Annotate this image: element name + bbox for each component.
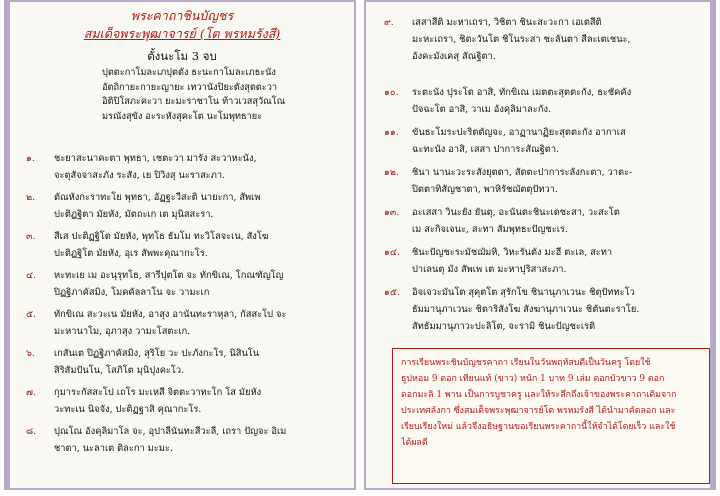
verse-line: ปัจฉะโต อาสิ, วาเม อังคุลิมาละกัง. xyxy=(412,104,551,115)
verse-number: ๑๕. xyxy=(384,287,400,298)
verse-number: ๑๑. xyxy=(384,127,399,138)
verse-line: ปะติฏฐิตา มัยหัง, มัตถะเก เต มุนิสสะรา. xyxy=(54,209,214,220)
instruction-line: ธูปหอม 9 ดอก เทียนแท้ (ขาว) หนัก 1 บาท 9 เล่ม ดอกบัวขาว 9 ดอก xyxy=(401,374,665,384)
instructions-box xyxy=(392,348,710,484)
verse-line: ชาตา, นะลาเต ติละกา มะมะ. xyxy=(54,443,173,454)
verse-number: ๑๔. xyxy=(384,247,400,258)
verse-line: อะเสสา วินะยัง ยันตุ, อะนันตะชินะเตชะสา, วะสะโต xyxy=(412,207,620,218)
verse-line: ปะติฏฐิโต มัยหัง, อุเร สัพพะคุณากะโร. xyxy=(54,248,208,259)
verse-number: ๙. xyxy=(384,17,394,28)
verse-line: ปิตตาทิสัญชาตา, พาหิรัชฌัตตุปัทวา. xyxy=(412,184,558,195)
verse-line: ชินะปัญชะระมัชฌัมหิ, วิหะรันตัง มะฮี ตะเล, สะทา xyxy=(412,247,613,258)
verse-line: ระตะนัง ปุระโต อาสิ, ทักขิเณ เมตตะสุตตะกัง, ธะชัคคัง xyxy=(412,87,632,98)
instruction-line: ได้ผลดี xyxy=(401,438,428,448)
chant-title: พระคาถาชินบัญชร xyxy=(130,8,234,23)
verse-line: วะทะเน นิจจัง, ปะติฏฐาสิ คุณากะโร. xyxy=(54,404,202,415)
invocation-line: อิติปิโสภะคะวา ยะมะราชาโน ท้าวเวสสุวัณโณ xyxy=(102,96,286,107)
verse-line: ปุณโณ อังคุลิมาโล จะ, อุปาลีนันทะสีวะลี, เถรา ปัญจะ อิเม xyxy=(54,426,287,437)
chant-instruction: ตั้งนะโม 3 จบ xyxy=(147,49,217,63)
instruction-line: ประเทศลังกา ซึ่งสมเด็จพระพุฒาจารย์โต พรหมรังสี ได้นำมาคัดลอก และ xyxy=(401,406,676,416)
verse-line: ชินา นานะวะระสังยุตตา, สัตตะปาการะลังกะตา, วาตะ- xyxy=(412,167,633,178)
instruction-line: การเรียนพระชินบัญชรคาถา เรียนในวันพฤหัสบดีเป็นวันครู โดยใช้ xyxy=(401,358,651,368)
verse-line: สิริสัมปันโน, โสภิโต มุนิปุงคะโว. xyxy=(54,365,185,376)
verse-line: สัทธัมมานุภาวะปะลิโต, จะรามิ ชินะปัญชะเรติ xyxy=(412,321,596,332)
verse-number: ๖. xyxy=(26,348,35,359)
verse-number: ๗. xyxy=(26,387,36,398)
verse-line: ชะยาสะนาคะตา พุทธา, เชตะวา มารัง สะวาหะนัง, xyxy=(54,153,257,164)
verse-line: อิจเจวะมันโต สุคุตโต สุรักโข ชินานุภาเวนะ ชิตุปัททะโว xyxy=(412,287,635,298)
verse-line: เสสาสีติ มะหาเถรา, วิชิตา ชินะสะวะกา เอเตสีติ xyxy=(412,17,602,28)
verse-line: ตัณหังกะราทะโย พุทธา, อัฏฐะวีสะติ นายะกา, สัพเพ xyxy=(54,192,261,203)
verse-line: กุมาระกัสสะโป เถโร มะเหสี จิตตะวาทะโก โส มัยหัง xyxy=(54,387,262,398)
verse-number: ๑๒. xyxy=(384,167,399,178)
verse-line: ทักขิเณ สะวะเน มัยหัง, อาสุง อานันทะราหุลา, กัสสะโป จะ xyxy=(54,309,287,320)
right-page xyxy=(364,0,716,490)
verse-number: ๑. xyxy=(26,153,35,164)
verse-line: เกสันเต ปิฏฐิภาคัสมิง, สุริโย วะ ปะภังกะโร, นิสินโน xyxy=(54,348,260,359)
verse-line: ธัมมานุภาเวนะ ชิตาริสังโฆ สังฆานุภาเวนะ ชิตันตะราโย. xyxy=(412,304,640,315)
verse-line: มะหะเถรา, ชิตะวันโต ชิโนระสา ชะลันตา สีละเตเชนะ, xyxy=(412,34,631,45)
verse-number: ๓. xyxy=(26,231,36,242)
verse-line: สีเส ปะติฏฐิโต มัยหัง, พุทโธ ธัมโม ทะวิโลจะเน, สังโฆ xyxy=(54,231,269,242)
verse-number: ๒. xyxy=(26,192,36,203)
instruction-line: เรียบเรียงใหม่ แล้วจึงอธิษฐานขอเรียนพระคาถานี้ให้จำได้โดยเร็ว และใช้ xyxy=(401,422,676,432)
verse-line: ปาเลนตุ มัง สัพเพ เต มะหาปุริสาสะภา. xyxy=(412,264,567,275)
verse-line: ปิฏฐิภาคัสมิง, โมคคัลลาโน จะ วามะเก xyxy=(54,287,210,298)
invocation-line: มรณังสุขัง อะระหังสุคะโต นะโมพุทธายะ xyxy=(102,110,263,122)
verse-number: ๔. xyxy=(26,270,36,281)
invocation-line: อัตถิกายะกายะญายะ เทวานังปิยะตังสุตตะวา xyxy=(102,81,278,93)
verse-line: ขันธะโมระปะริตตัญจะ, อาฏานาฏิยะสุตตะกัง อากาเส xyxy=(412,127,626,138)
verse-line: หะทะเย เม อะนุรุทโธ, สารีปุตโต จะ ทักขิเณ, โกณฑัญโญ xyxy=(54,270,284,281)
verse-line: เม สะกิจเจนะ, สะทา สัมพุทธะปัญชะเร. xyxy=(412,224,568,235)
verse-line: มะหานาโม, อุภาสุง วามะโสตะเก. xyxy=(54,326,191,337)
chant-author: สมเด็จพระพุฒาจารย์ (โต พรหมรังสี) xyxy=(83,26,281,41)
verse-line: ฉะทะนัง อาสิ, เสสา ปาการะสัณฐิตา. xyxy=(412,144,559,155)
verse-number: ๕. xyxy=(26,309,36,320)
verse-line: จะตุสัจจาสะภัง ระสัง, เย ปิวิงสุ นะราสะภา. xyxy=(54,170,226,181)
verse-number: ๑๓. xyxy=(384,207,400,218)
verse-number: ๑๐. xyxy=(384,87,399,98)
instruction-line: ดอกมะลิ 1 พาน เป็นการบูชาครู และให้ระลึกถึงเจ้าของพระคาถาเดิมจาก xyxy=(401,390,677,400)
invocation-block xyxy=(102,66,352,124)
invocation-line: ปุตตะกาโมละเภปุตตัง ธะนะกาโมละเภธะนัง xyxy=(102,67,276,78)
verse-number: ๘. xyxy=(26,426,37,437)
left-page xyxy=(4,0,356,490)
verse-line: อังคะมังเคสุ สัณฐิตา. xyxy=(412,51,496,62)
